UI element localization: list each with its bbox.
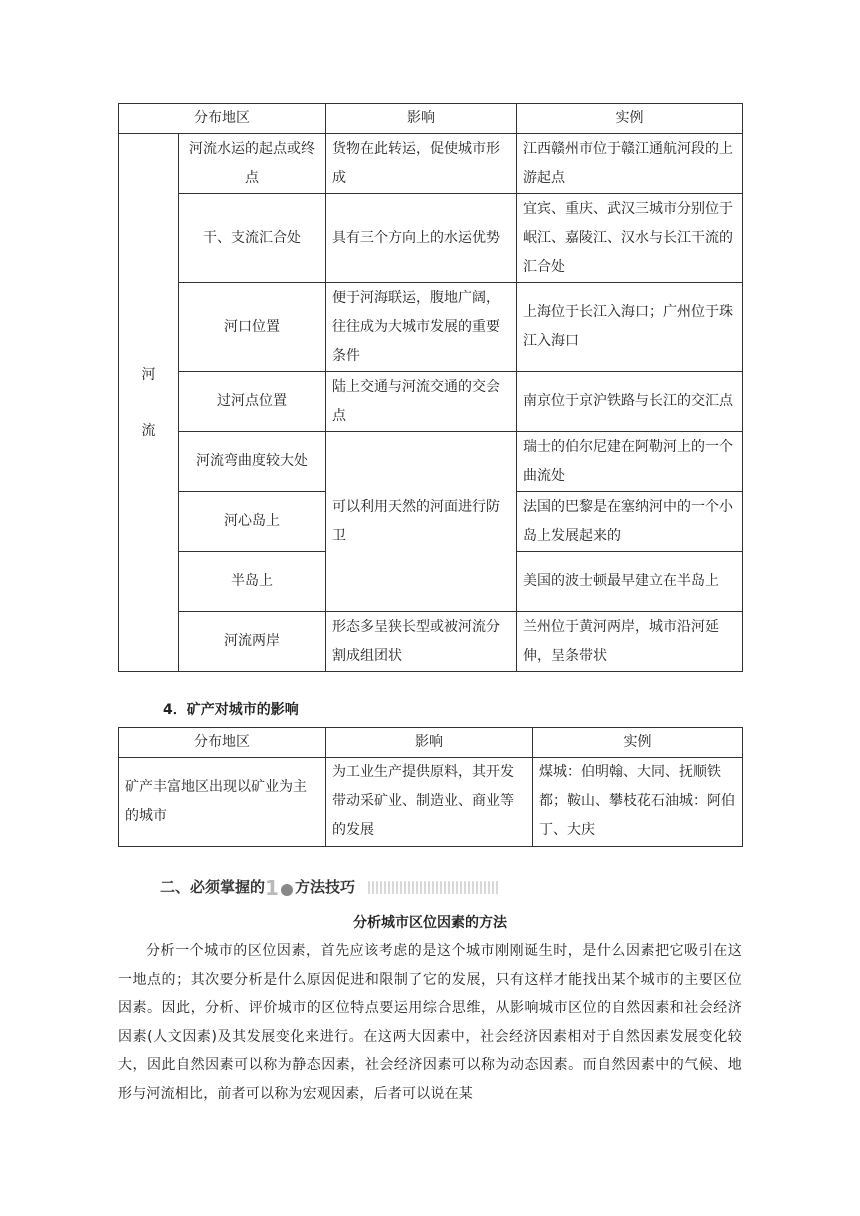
area-cell: 干、支流汇合处 [179, 194, 326, 283]
header-example: 实例 [517, 104, 743, 134]
example-cell: 美国的波士顿最早建立在半岛上 [517, 552, 743, 612]
effect-cell: 陆上交通与河流交通的交会点 [326, 372, 517, 432]
example-cell: 瑞士的伯尔尼建在阿勒河上的一个曲流处 [517, 432, 743, 492]
subheading-mineral: 4．矿产对城市的影响 [163, 702, 299, 718]
effect-cell: 为工业生产提供原料，其开发带动采矿业、制造业、商业等的发展 [326, 758, 533, 847]
example-cell: 南京位于京沪铁路与长江的交汇点 [517, 372, 743, 432]
banner-suffix: 方法技巧 [294, 878, 355, 896]
area-cell: 河口位置 [179, 283, 326, 372]
area-cell: 半岛上 [179, 552, 326, 612]
table-row [119, 758, 743, 847]
example-cell: 江西赣州市位于赣江通航河段的上游起点 [517, 134, 743, 194]
group-label-river: 河 流 [119, 134, 179, 672]
area-cell: 矿产丰富地区出现以矿业为主的城市 [119, 758, 326, 847]
banner-pattern [368, 881, 498, 894]
header-area: 分布地区 [119, 728, 326, 758]
table-header-row [119, 104, 743, 134]
table-row [119, 134, 743, 194]
area-cell: 河流两岸 [179, 612, 326, 672]
mineral-influence-table [118, 727, 743, 847]
header-effect: 影响 [326, 728, 533, 758]
example-cell: 宜宾、重庆、武汉三城市分别位于岷江、嘉陵江、汉水与长江干流的汇合处 [517, 194, 743, 283]
table-row [119, 194, 743, 283]
body-paragraph: 分析一个城市的区位因素，首先应该考虑的是这个城市刚刚诞生时，是什么因素把它吸引在这一地点的；其次要分析是什么原因促进和限制了它的发展，只有这样才能找出某个城市的主要区位因素。因此，分析、评价城市的区位特点要运用综合思维，从影响城市区位的自然因素和社会经济因素(人文因素)及其发展变化来进行。在这两大因素中，社会经济因素相对于自然因素发展变化较大，因此自然因素可以称为静态因素，社会经济因素可以称为动态因素。而自然因素中的气候、地形与河流相比，前者可以称为宏观因素，后者可以说在某 [118, 943, 742, 1102]
example-cell: 法国的巴黎是在塞纳河中的一个小岛上发展起来的 [517, 492, 743, 552]
effect-cell: 货物在此转运，促使城市形成 [326, 134, 517, 194]
banner-number: 1 [265, 875, 279, 900]
effect-cell-merged: 可以利用天然的河面进行防卫 [326, 432, 517, 612]
effect-cell: 形态多呈狭长型或被河流分割成组团状 [326, 612, 517, 672]
table-row [119, 372, 743, 432]
table-header-row [119, 728, 743, 758]
header-example: 实例 [533, 728, 743, 758]
river-influence-table [118, 103, 743, 672]
example-cell: 兰州位于黄河两岸，城市沿河延伸，呈条带状 [517, 612, 743, 672]
section-title: 分析城市区位因素的方法 [353, 915, 507, 931]
section-banner [150, 876, 500, 898]
effect-cell: 具有三个方向上的水运优势 [326, 194, 517, 283]
area-cell: 河流弯曲度较大处 [179, 432, 326, 492]
area-cell: 河心岛上 [179, 492, 326, 552]
banner-dot-icon [281, 884, 293, 896]
example-cell: 上海位于长江入海口；广州位于珠江入海口 [517, 283, 743, 372]
header-effect: 影响 [326, 104, 517, 134]
effect-cell: 便于河海联运，腹地广阔，往往成为大城市发展的重要条件 [326, 283, 517, 372]
table-row [119, 612, 743, 672]
banner-prefix: 二、必须掌握的 [160, 878, 266, 896]
example-cell: 煤城：伯明翰、大同、抚顺铁都；鞍山、攀枝花石油城：阿伯丁、大庆 [533, 758, 743, 847]
area-cell: 过河点位置 [179, 372, 326, 432]
table-row [119, 432, 743, 492]
table-row [119, 283, 743, 372]
area-cell: 河流水运的起点或终点 [179, 134, 326, 194]
header-area: 分布地区 [119, 104, 326, 134]
